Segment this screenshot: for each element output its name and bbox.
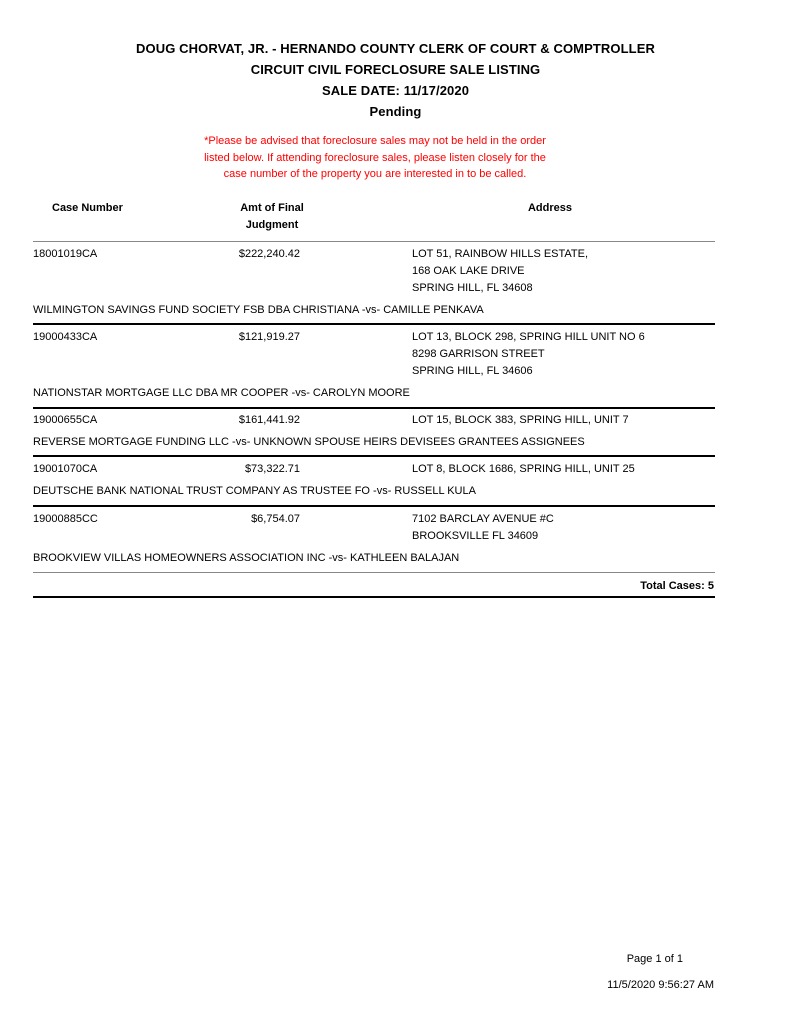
case-number: 19001070CA xyxy=(33,463,98,475)
case-parties: WILMINGTON SAVINGS FUND SOCIETY FSB DBA CHRISTIANA -vs- CAMILLE PENKAVA xyxy=(33,304,484,316)
address-line: LOT 51, RAINBOW HILLS ESTATE, xyxy=(412,248,589,260)
case-divider xyxy=(33,407,715,409)
address-line: LOT 8, BLOCK 1686, SPRING HILL, UNIT 25 xyxy=(412,463,635,475)
case-number: 19000433CA xyxy=(33,331,98,343)
notice-line: listed below. If attending foreclosure sales, please listen closely for the xyxy=(204,151,546,164)
page-number: Page 1 of 1 xyxy=(626,953,683,965)
address-line: SPRING HILL, FL 34608 xyxy=(412,282,533,294)
document-header xyxy=(0,38,791,122)
case-parties: DEUTSCHE BANK NATIONAL TRUST COMPANY AS TRUSTEE FO -vs- RUSSELL KULA xyxy=(33,485,476,497)
column-header-amount-line1: Amt of Final xyxy=(240,202,304,214)
judgment-amount: $121,919.27 xyxy=(238,331,300,343)
notice-line: case number of the property you are interested in to be called. xyxy=(223,168,527,180)
case-number: 19000885CC xyxy=(33,513,98,525)
case-number: 19000655CA xyxy=(33,414,98,426)
notice-line: *Please be advised that foreclosure sales may not be held in the order xyxy=(204,135,546,147)
case-divider xyxy=(33,455,715,457)
judgment-amount: $161,441.92 xyxy=(238,414,300,426)
column-header-amount-line2: Judgment xyxy=(245,219,299,231)
header-divider xyxy=(33,241,715,242)
judgment-amount: $73,322.71 xyxy=(244,463,300,475)
clerk-title: DOUG CHORVAT, JR. - HERNANDO COUNTY CLERK OF COURT & COMPTROLLER xyxy=(136,41,655,56)
sale-date: SALE DATE: 11/17/2020 xyxy=(321,83,470,98)
case-parties: BROOKVIEW VILLAS HOMEOWNERS ASSOCIATION INC -vs- KATHLEEN BALAJAN xyxy=(33,552,460,564)
column-header-case-number: Case Number xyxy=(52,202,123,214)
case-divider xyxy=(33,323,715,325)
table-end-divider xyxy=(33,572,715,573)
judgment-amount: $6,754.07 xyxy=(251,513,300,525)
address-line: 8298 GARRISON STREET xyxy=(412,348,545,360)
status-label: Pending xyxy=(369,104,422,119)
judgment-amount: $222,240.42 xyxy=(238,248,300,260)
case-number: 18001019CA xyxy=(33,248,98,260)
case-divider xyxy=(33,505,715,507)
column-header-amount xyxy=(222,200,322,234)
address-line: BROOKSVILLE FL 34609 xyxy=(412,530,539,542)
address-line: SPRING HILL, FL 34606 xyxy=(412,365,533,377)
print-timestamp: 11/5/2020 9:56:27 AM xyxy=(607,979,714,991)
total-cases: Total Cases: 5 xyxy=(640,580,714,592)
case-parties: NATIONSTAR MORTGAGE LLC DBA MR COOPER -vs- CAROLYN MOORE xyxy=(33,387,410,399)
advisory-notice xyxy=(160,133,590,183)
total-divider xyxy=(33,596,715,598)
address-line: LOT 13, BLOCK 298, SPRING HILL UNIT NO 6 xyxy=(412,331,645,343)
case-parties: REVERSE MORTGAGE FUNDING LLC -vs- UNKNOWN SPOUSE HEIRS DEVISEES GRANTEES ASSIGNEES xyxy=(33,436,585,448)
address-line: 168 OAK LAKE DRIVE xyxy=(412,265,525,277)
column-header-address: Address xyxy=(527,202,573,214)
address-line: 7102 BARCLAY AVENUE #C xyxy=(412,513,554,525)
listing-title: CIRCUIT CIVIL FORECLOSURE SALE LISTING xyxy=(250,62,541,77)
address-line: LOT 15, BLOCK 383, SPRING HILL, UNIT 7 xyxy=(412,414,629,426)
